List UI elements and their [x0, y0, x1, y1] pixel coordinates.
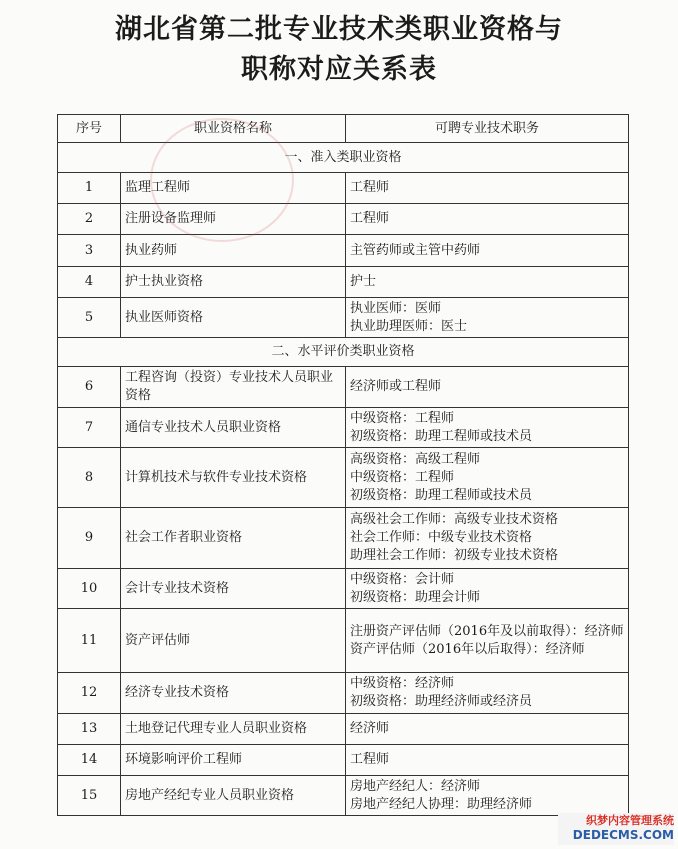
- row-qualification: 环境影响评价工程师: [121, 745, 346, 776]
- row-qualification: 执业医师资格: [121, 298, 346, 338]
- position-line: 主管药师或主管中药师: [350, 242, 481, 258]
- row-position: [346, 408, 629, 448]
- position-line: 初级资格：助理会计师: [350, 589, 481, 605]
- position-line: 初级资格：助理经济师或经济员: [350, 694, 533, 709]
- row-position: [346, 298, 629, 338]
- table-row: [58, 367, 629, 408]
- row-index: 5: [58, 298, 121, 338]
- row-position: [346, 204, 629, 235]
- position-line: 工程师: [350, 211, 390, 226]
- row-qualification: 资产评估师: [121, 609, 346, 673]
- row-qualification: 房地产经纪专业人员职业资格: [121, 776, 346, 816]
- row-index: 10: [58, 569, 121, 609]
- position-line: 初级资格：助理工程师或技术员: [350, 487, 533, 503]
- row-position: [346, 267, 629, 298]
- watermark-en: DEDECMS.COM: [572, 828, 674, 842]
- row-position: [346, 235, 629, 267]
- position-line: 注册资产评估师（2016年及以前取得）：经济师: [350, 623, 624, 639]
- position-line: 经济师: [350, 721, 390, 736]
- position-line: 助理社会工作师：初级专业技术资格: [350, 548, 559, 563]
- header-index: 序号: [58, 115, 121, 143]
- row-index: 11: [58, 609, 121, 673]
- position-line: 执业医师：医师: [350, 300, 442, 316]
- row-index: 7: [58, 408, 121, 448]
- row-position: [346, 609, 629, 673]
- section-row-2: [58, 338, 629, 367]
- row-index: 8: [58, 448, 121, 508]
- row-position: [346, 508, 629, 569]
- watermark-cn: 织梦内容管理系统: [586, 814, 674, 827]
- table-row: [58, 609, 629, 673]
- table-row: [58, 173, 629, 204]
- row-index: 6: [58, 367, 121, 408]
- row-qualification: 社会工作者职业资格: [121, 508, 346, 569]
- section-row-1: [58, 143, 629, 173]
- table-row: [58, 298, 629, 338]
- row-index: 12: [58, 673, 121, 714]
- row-position: [346, 673, 629, 714]
- section-title-1: 一、准入类职业资格: [58, 143, 629, 173]
- position-line: 中级资格：工程师: [350, 410, 455, 426]
- table-row: [58, 569, 629, 609]
- position-line: 中级资格：会计师: [350, 571, 455, 587]
- position-line: 初级资格：助理工程师或技术员: [350, 428, 533, 444]
- row-index: 9: [58, 508, 121, 569]
- row-qualification: 经济专业技术资格: [121, 673, 346, 714]
- site-watermark: [558, 813, 674, 845]
- row-position: [346, 367, 629, 408]
- position-line: 经济师或工程师: [350, 379, 442, 394]
- row-index: 14: [58, 745, 121, 776]
- table-row: [58, 714, 629, 745]
- row-qualification: 监理工程师: [121, 173, 346, 204]
- row-position: [346, 569, 629, 609]
- row-index: 1: [58, 173, 121, 204]
- table-row: [58, 267, 629, 298]
- title-line-2: 职称对应关系表: [241, 54, 437, 85]
- table-row: [58, 745, 629, 776]
- row-qualification: 通信专业技术人员职业资格: [121, 408, 346, 448]
- position-line: 护士: [350, 274, 377, 289]
- row-position: [346, 776, 629, 816]
- row-position: [346, 714, 629, 745]
- row-qualification: 注册设备监理师: [121, 204, 346, 235]
- row-position: [346, 448, 629, 508]
- position-line: 工程师: [350, 752, 390, 767]
- row-index: 3: [58, 235, 121, 267]
- header-row: [58, 115, 629, 143]
- position-line: 房地产经纪人：经济师: [350, 778, 481, 794]
- row-index: 2: [58, 204, 121, 235]
- position-line: 工程师: [350, 180, 390, 195]
- row-qualification: 土地登记代理专业人员职业资格: [121, 714, 346, 745]
- row-qualification: 护士执业资格: [121, 267, 346, 298]
- position-line: 执业助理医师：医士: [350, 318, 468, 334]
- table-row: [58, 408, 629, 448]
- header-qualification: 职业资格名称: [121, 115, 346, 143]
- row-index: 15: [58, 776, 121, 816]
- row-position: [346, 745, 629, 776]
- document-title: [0, 10, 678, 90]
- table-row: [58, 235, 629, 267]
- qualification-table: [57, 114, 629, 816]
- position-line: 中级资格：经济师: [350, 676, 455, 691]
- table-row: [58, 508, 629, 569]
- position-line: 中级资格：工程师: [350, 469, 455, 485]
- section-title-2: 二、水平评价类职业资格: [58, 338, 629, 367]
- table-row: [58, 673, 629, 714]
- table-row: [58, 448, 629, 508]
- position-line: 社会工作师：中级专业技术资格: [350, 530, 533, 545]
- row-index: 4: [58, 267, 121, 298]
- header-position: 可聘专业技术职务: [346, 115, 629, 143]
- table-row: [58, 776, 629, 816]
- row-position: [346, 173, 629, 204]
- row-qualification: 工程咨询（投资）专业技术人员职业资格: [121, 367, 346, 408]
- title-line-1: 湖北省第二批专业技术类职业资格与: [115, 14, 563, 45]
- table-row: [58, 204, 629, 235]
- position-line: 高级社会工作师：高级专业技术资格: [350, 512, 559, 527]
- row-qualification: 计算机技术与软件专业技术资格: [121, 448, 346, 508]
- row-qualification: 会计专业技术资格: [121, 569, 346, 609]
- position-line: 资产评估师（2016年以后取得）：经济师: [350, 641, 585, 657]
- row-qualification: 执业药师: [121, 235, 346, 267]
- position-line: 高级资格：高级工程师: [350, 451, 481, 467]
- position-line: 房地产经纪人协理：助理经济师: [350, 796, 533, 812]
- row-index: 13: [58, 714, 121, 745]
